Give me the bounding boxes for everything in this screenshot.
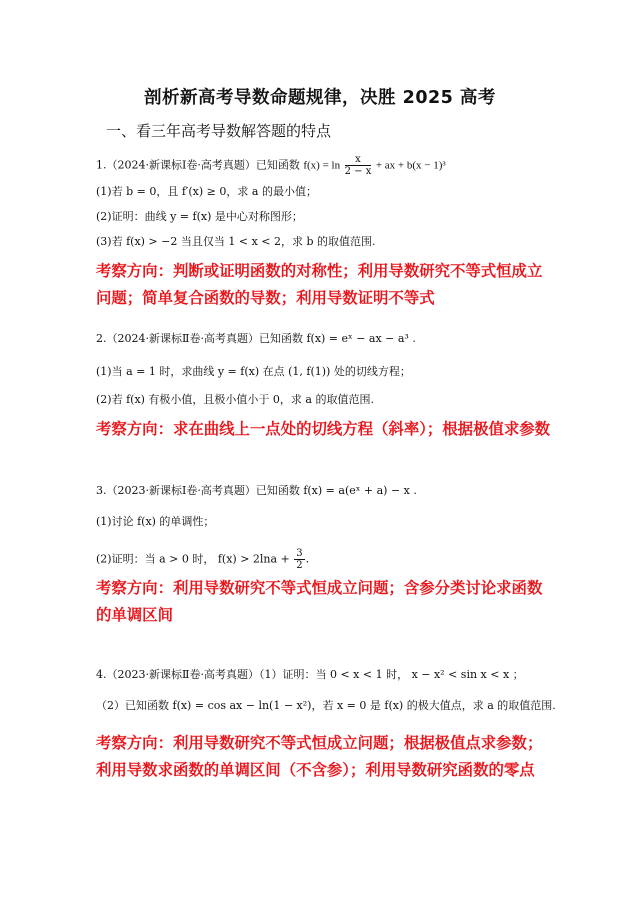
problem-2-analysis: 考察方向：求在曲线上一点处的切线方程（斜率）；根据极值求参数: [96, 420, 551, 438]
problem-4-analysis: 考察方向：利用导数研究不等式恒成立问题；根据极值点求参数；利用导数求函数的单调区间（不含参）；利用导数研究函数的零点: [96, 734, 543, 779]
problem-1-fraction: [345, 154, 372, 177]
problem-3-part-2: [96, 548, 309, 571]
fraction-denominator: 2: [296, 560, 303, 571]
problem-3-heading: 3.（2023·新课标Ⅰ卷·高考真题）已知函数 f(x) = a(eˣ + a) − x .: [96, 484, 417, 497]
fraction-numerator: 3: [296, 548, 303, 559]
problem-3-analysis: 考察方向：利用导数研究不等式恒成立问题；含参分类讨论求函数的单调区间: [96, 579, 543, 624]
problem-1-analysis: 考察方向：判断或证明函数的对称性；利用导数研究不等式恒成立问题；简单复合函数的导数；利用导数证明不等式: [96, 262, 543, 307]
problem-1-part-3: (3)若 f(x) > −2 当且仅当 1 < x < 2，求 b 的取值范围.: [96, 235, 376, 248]
problem-1-math: f(x) = ln: [303, 159, 341, 172]
fraction-denominator: 2 − x: [344, 166, 372, 177]
problem-2-heading: 2.（2024·新课标Ⅱ卷·高考真题）已知函数 f(x) = eˣ − ax − a³ .: [96, 332, 416, 345]
problem-4-part-2: （2）已知函数 f(x) = cos ax − ln(1 − x²)，若 x = 0 是 f(x) 的极大值点，求 a 的取值范围.: [96, 699, 556, 712]
problem-3-part-2-text: (2)证明：当 a > 0 时， f(x) > 2lna +: [96, 552, 290, 566]
problem-1-part-1: (1)若 b = 0，且 f′(x) ≥ 0，求 a 的最小值；: [96, 185, 317, 198]
problem-1-math-tail: + ax + b(x − 1)³: [375, 159, 446, 172]
problem-1-heading: [96, 154, 446, 177]
problem-4-heading: 4.（2023·新课标Ⅱ卷·高考真题）（1）证明：当 0 < x < 1 时， x − x² < sin x < x ；: [96, 668, 524, 681]
problem-2-part-2: (2)若 f(x) 有极小值，且极小值小于 0，求 a 的取值范围.: [96, 393, 374, 406]
section-heading: 一、看三年高考导数解答题的特点: [106, 122, 332, 140]
problem-1-part-2: (2)证明：曲线 y = f(x) 是中心对称图形；: [96, 210, 303, 223]
problem-3-part-1: (1)讨论 f(x) 的单调性；: [96, 515, 215, 528]
page-title: 剖析新高考导数命题规律，决胜 2025 高考: [144, 88, 496, 108]
problem-2-part-1: (1)当 a = 1 时，求曲线 y = f(x) 在点 (1, f(1)) 处的切线方程；: [96, 365, 411, 378]
fraction-numerator: x: [345, 154, 372, 166]
problem-3-part-2-end: .: [305, 552, 310, 566]
problem-1-number: 1.: [96, 158, 107, 172]
problem-1-source: （2024·新课标Ⅰ卷·高考真题）已知函数: [106, 158, 300, 172]
problem-3-fraction: [294, 548, 304, 571]
